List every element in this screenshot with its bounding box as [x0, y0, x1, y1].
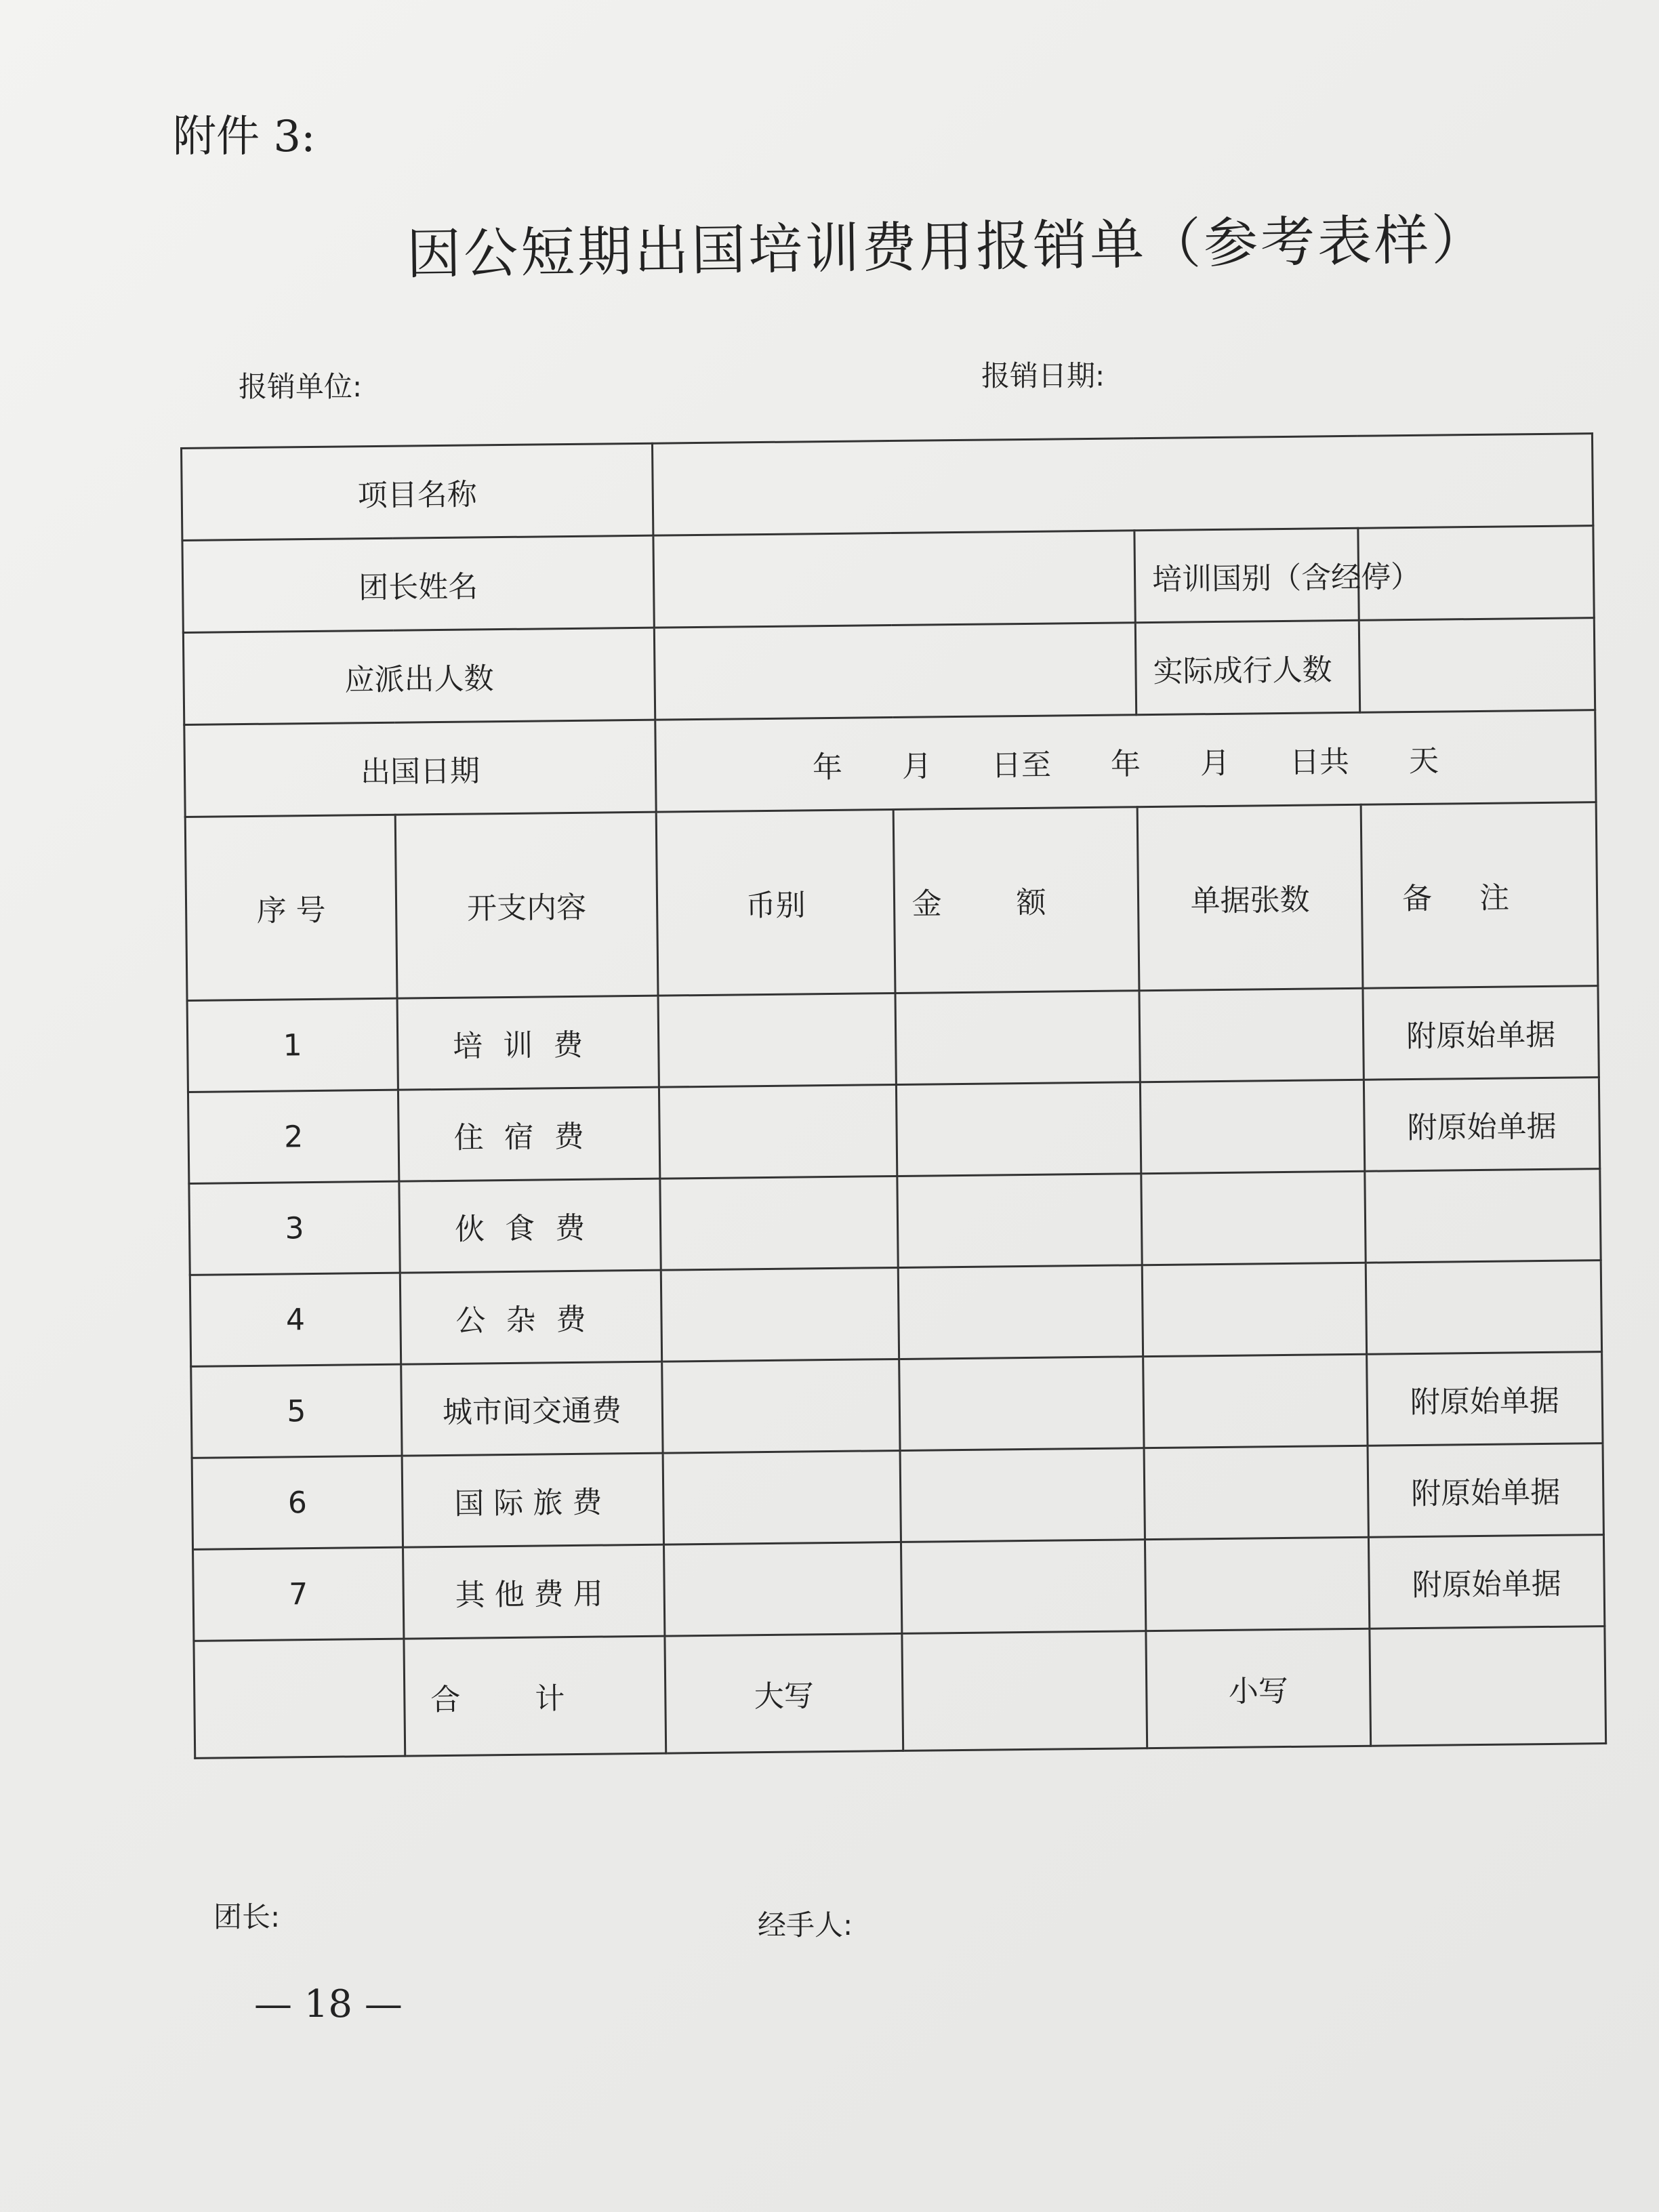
- item-content: 其他费用: [403, 1544, 665, 1639]
- reimbursement-date-label: 报销日期:: [981, 359, 1105, 392]
- item-receipts-field[interactable]: [1145, 1537, 1369, 1631]
- page-title: 因公短期出国培训费用报销单（参考表样）: [406, 207, 1489, 287]
- reimbursing-unit-label: 报销单位:: [239, 370, 363, 403]
- item-amount-field[interactable]: [897, 1174, 1142, 1268]
- attachment-label: 附件 3:: [173, 112, 316, 162]
- item-currency-field[interactable]: [659, 1084, 897, 1179]
- item-amount-field[interactable]: [899, 1357, 1144, 1451]
- total-lower-label: 小写: [1146, 1629, 1371, 1748]
- table-row: [187, 986, 1599, 1092]
- item-currency-field[interactable]: [660, 1176, 898, 1270]
- item-amount-field[interactable]: [896, 1082, 1141, 1176]
- item-note: [1365, 1169, 1601, 1263]
- table-row: [189, 1169, 1601, 1275]
- leader-name-field[interactable]: [653, 531, 1135, 628]
- item-note: 附原始单据: [1367, 1352, 1603, 1446]
- item-receipts-field[interactable]: [1143, 1354, 1368, 1448]
- item-receipts-field[interactable]: [1142, 1263, 1366, 1356]
- item-no: 3: [189, 1181, 400, 1275]
- item-content: 国际旅费: [402, 1453, 663, 1547]
- col-header-currency: 币别: [656, 810, 895, 996]
- actual-count-label: 实际成行人数: [1135, 620, 1359, 714]
- item-currency-field[interactable]: [663, 1542, 901, 1636]
- departure-date-field[interactable]: 年 月 日至 年 月 日共 天: [655, 710, 1596, 813]
- headcount-row: [183, 618, 1595, 725]
- departure-date-label: 出国日期: [184, 720, 656, 817]
- actual-count-field[interactable]: [1359, 618, 1595, 713]
- total-label: 合计: [404, 1636, 666, 1756]
- team-leader-label: 团长:: [213, 1900, 281, 1933]
- project-name-field[interactable]: [652, 434, 1593, 536]
- project-name-label: 项目名称: [182, 443, 653, 540]
- table-row: [190, 1261, 1601, 1367]
- item-note: [1366, 1261, 1601, 1355]
- item-content: 培训费: [397, 996, 659, 1090]
- col-header-amount: 金额: [893, 807, 1139, 994]
- item-no: 1: [187, 998, 398, 1092]
- item-content: 公杂费: [400, 1270, 661, 1364]
- leader-name-row: [182, 526, 1594, 633]
- item-amount-field[interactable]: [895, 991, 1140, 1085]
- item-no: 5: [191, 1364, 402, 1458]
- col-header-remarks: 备注: [1361, 802, 1598, 989]
- item-note: 附原始单据: [1368, 1443, 1603, 1538]
- item-receipts-field[interactable]: [1141, 1171, 1366, 1265]
- item-amount-field[interactable]: [898, 1265, 1143, 1359]
- item-currency-field[interactable]: [658, 993, 896, 1087]
- total-row: [194, 1626, 1606, 1759]
- item-currency-field[interactable]: [662, 1359, 900, 1453]
- item-receipts-field[interactable]: [1139, 988, 1364, 1082]
- total-blank-cell: [194, 1639, 405, 1758]
- total-upper-label: 大写: [665, 1633, 903, 1753]
- item-note: 附原始单据: [1368, 1535, 1604, 1629]
- total-upper-field[interactable]: [902, 1631, 1147, 1751]
- training-country-label: 培训国别（含经停）: [1134, 528, 1359, 622]
- item-content: 住宿费: [398, 1087, 659, 1181]
- item-receipts-field[interactable]: [1144, 1446, 1368, 1539]
- item-currency-field[interactable]: [661, 1267, 899, 1361]
- col-header-content: 开支内容: [395, 812, 658, 998]
- item-content: 城市间交通费: [401, 1361, 663, 1456]
- item-content: 伙食费: [399, 1179, 661, 1273]
- item-no: 7: [193, 1547, 404, 1641]
- planned-count-field[interactable]: [654, 623, 1136, 720]
- table-row: [193, 1535, 1605, 1641]
- item-amount-field[interactable]: [901, 1540, 1145, 1634]
- reimbursement-form-table: [180, 432, 1607, 1759]
- total-lower-field[interactable]: [1370, 1626, 1606, 1746]
- table-row: [192, 1443, 1603, 1550]
- item-amount-field[interactable]: [900, 1448, 1145, 1542]
- page-number: — 18 —: [254, 1982, 403, 2026]
- col-header-no: 序 号: [185, 815, 397, 1000]
- item-no: 4: [190, 1273, 401, 1366]
- item-currency-field[interactable]: [663, 1450, 901, 1544]
- item-note: 附原始单据: [1364, 1078, 1599, 1172]
- table-row: [188, 1078, 1599, 1184]
- column-header-row: [185, 802, 1598, 1001]
- handler-label: 经手人:: [758, 1908, 853, 1942]
- departure-date-row: [184, 710, 1596, 817]
- table-row: [191, 1352, 1603, 1458]
- item-note: 附原始单据: [1363, 986, 1599, 1080]
- item-no: 6: [192, 1456, 403, 1549]
- planned-count-label: 应派出人数: [183, 628, 655, 724]
- project-name-row: [182, 434, 1593, 541]
- item-receipts-field[interactable]: [1140, 1080, 1364, 1173]
- col-header-receipts: 单据张数: [1137, 804, 1363, 990]
- leader-name-label: 团长姓名: [182, 535, 654, 632]
- item-no: 2: [188, 1090, 398, 1183]
